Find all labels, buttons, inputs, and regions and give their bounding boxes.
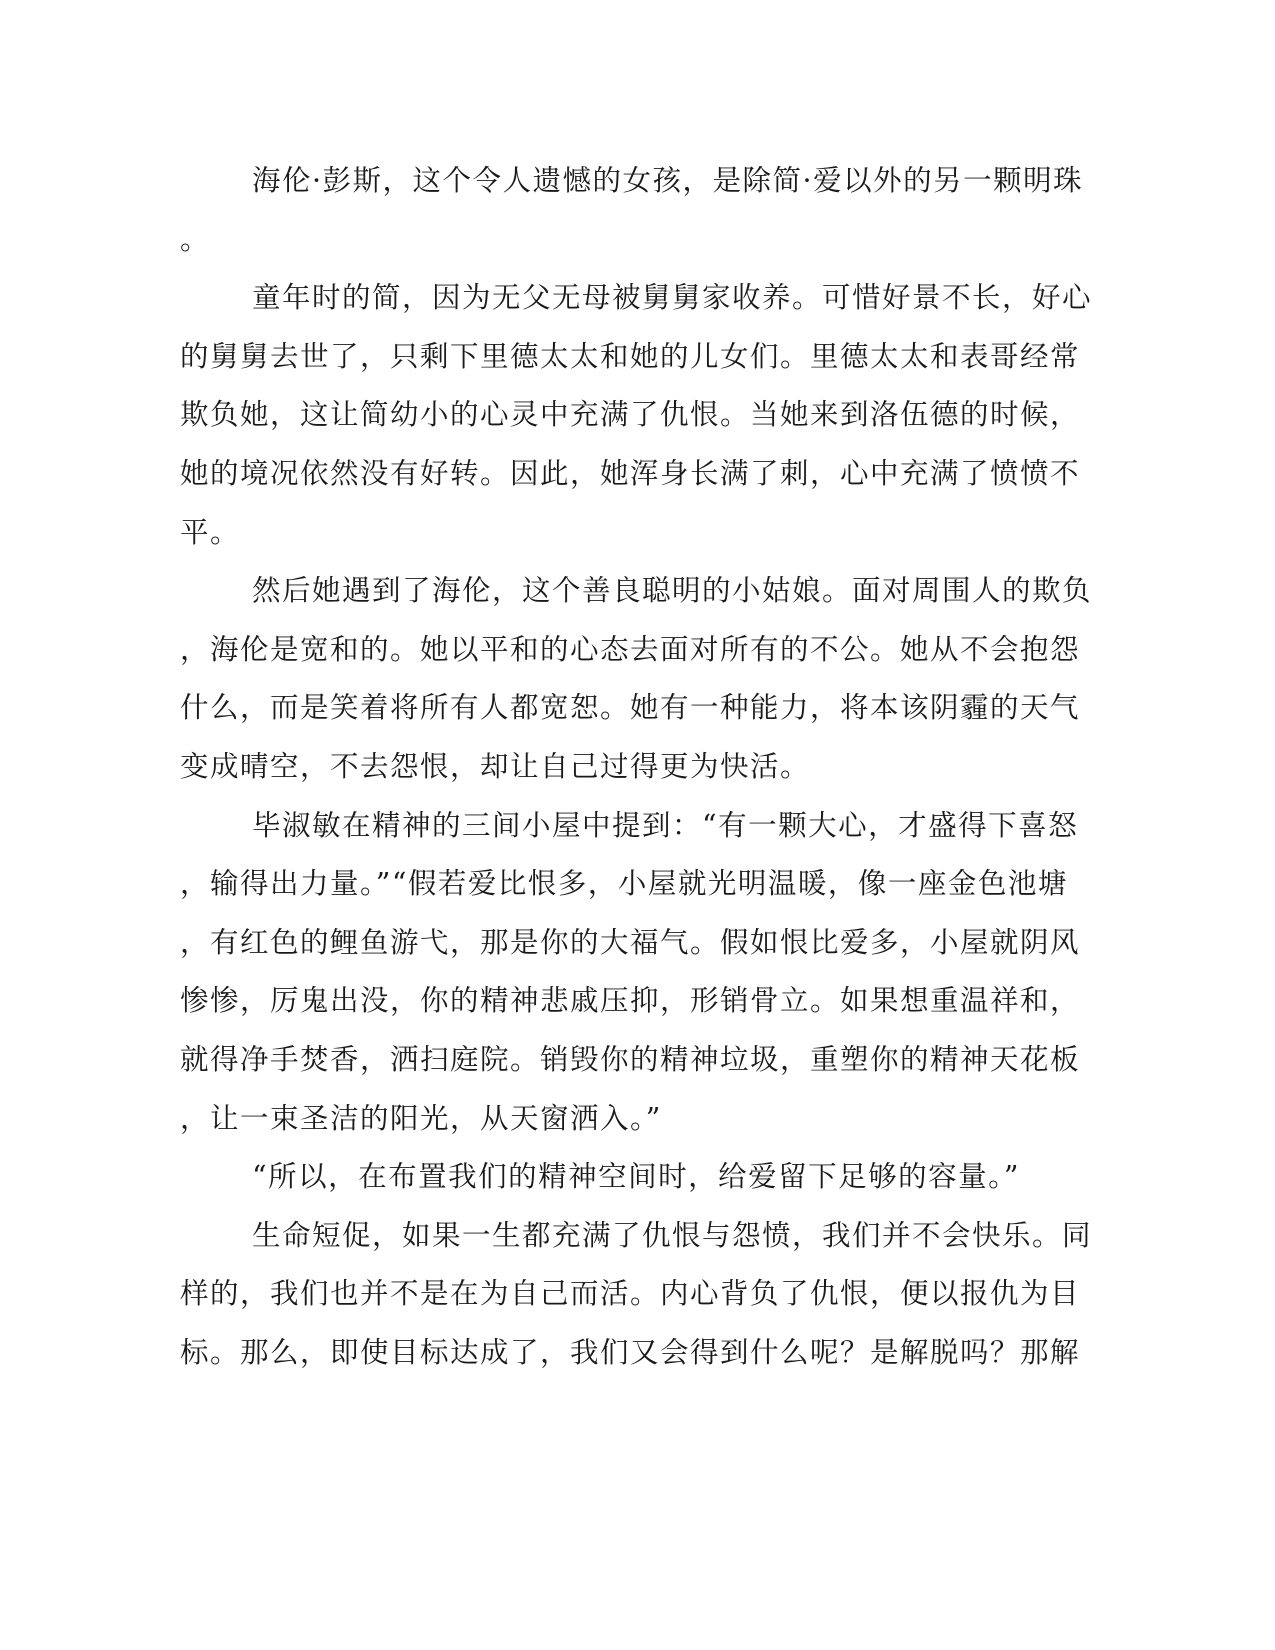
text-line: “所以，在布置我们的精神空间时，给爱留下足够的容量。” [252,1160,1020,1194]
text-line: 样的，我们也并不是在为自己而活。内心背负了仇恨，便以报仇为目 [180,1277,1081,1311]
text-line: ，让一束圣洁的阳光，从天窗洒入。” [180,1101,662,1135]
text-line: 。 [180,222,211,256]
body-text [180,152,1093,1382]
text-line: 什么，而是笑着将所有人都宽恕。她有一种能力，将本该阴霾的天气 [180,691,1081,725]
text-line: 海伦·彭斯，这个令人遗憾的女孩，是除简·爱以外的另一颗明珠 [252,164,1084,197]
text-line: 然后她遇到了海伦，这个善良聪明的小姑娘。面对周围人的欺负 [252,574,1093,608]
text-line: ，有红色的鲤鱼游弋，那是你的大福气。假如恨比爱多，小屋就阴风 [180,925,1081,959]
text-line: 变成晴空，不去怨恨，却让自己过得更为快活。 [180,749,811,783]
text-line: 童年时的简，因为无父无母被舅舅家收养。可惜好景不长，好心 [252,281,1093,315]
text-line: 她的境况依然没有好转。因此，她浑身长满了刺，心中充满了愤愤不 [180,456,1081,490]
text-line: ，输得出力量。”“假若爱比恨多，小屋就光明温暖，像一座金色池塘 [180,867,1068,901]
text-line: 生命短促，如果一生都充满了仇恨与怨愤，我们并不会快乐。同 [252,1218,1093,1252]
text-line: 惨惨，厉鬼出没，你的精神悲戚压抑，形销骨立。如果想重温祥和， [180,984,1081,1018]
text-line: 平。 [180,515,241,549]
text-line: 欺负她，这让简幼小的心灵中充满了仇恨。当她来到洛伍德的时候， [180,398,1081,432]
text-line: 标。那么，即使目标达成了，我们又会得到什么呢？是解脱吗？那解 [180,1335,1081,1369]
text-line: ，海伦是宽和的。她以平和的心态去面对所有的不公。她从不会抱怨 [180,632,1081,666]
text-line: 毕淑敏在精神的三间小屋中提到：“有一颗大心，才盛得下喜怒 [252,808,1079,842]
text-line: 就得净手焚香，洒扫庭院。销毁你的精神垃圾，重塑你的精神天花板 [180,1042,1081,1076]
text-line: 的舅舅去世了，只剩下里德太太和她的儿女们。里德太太和表哥经常 [180,339,1081,373]
